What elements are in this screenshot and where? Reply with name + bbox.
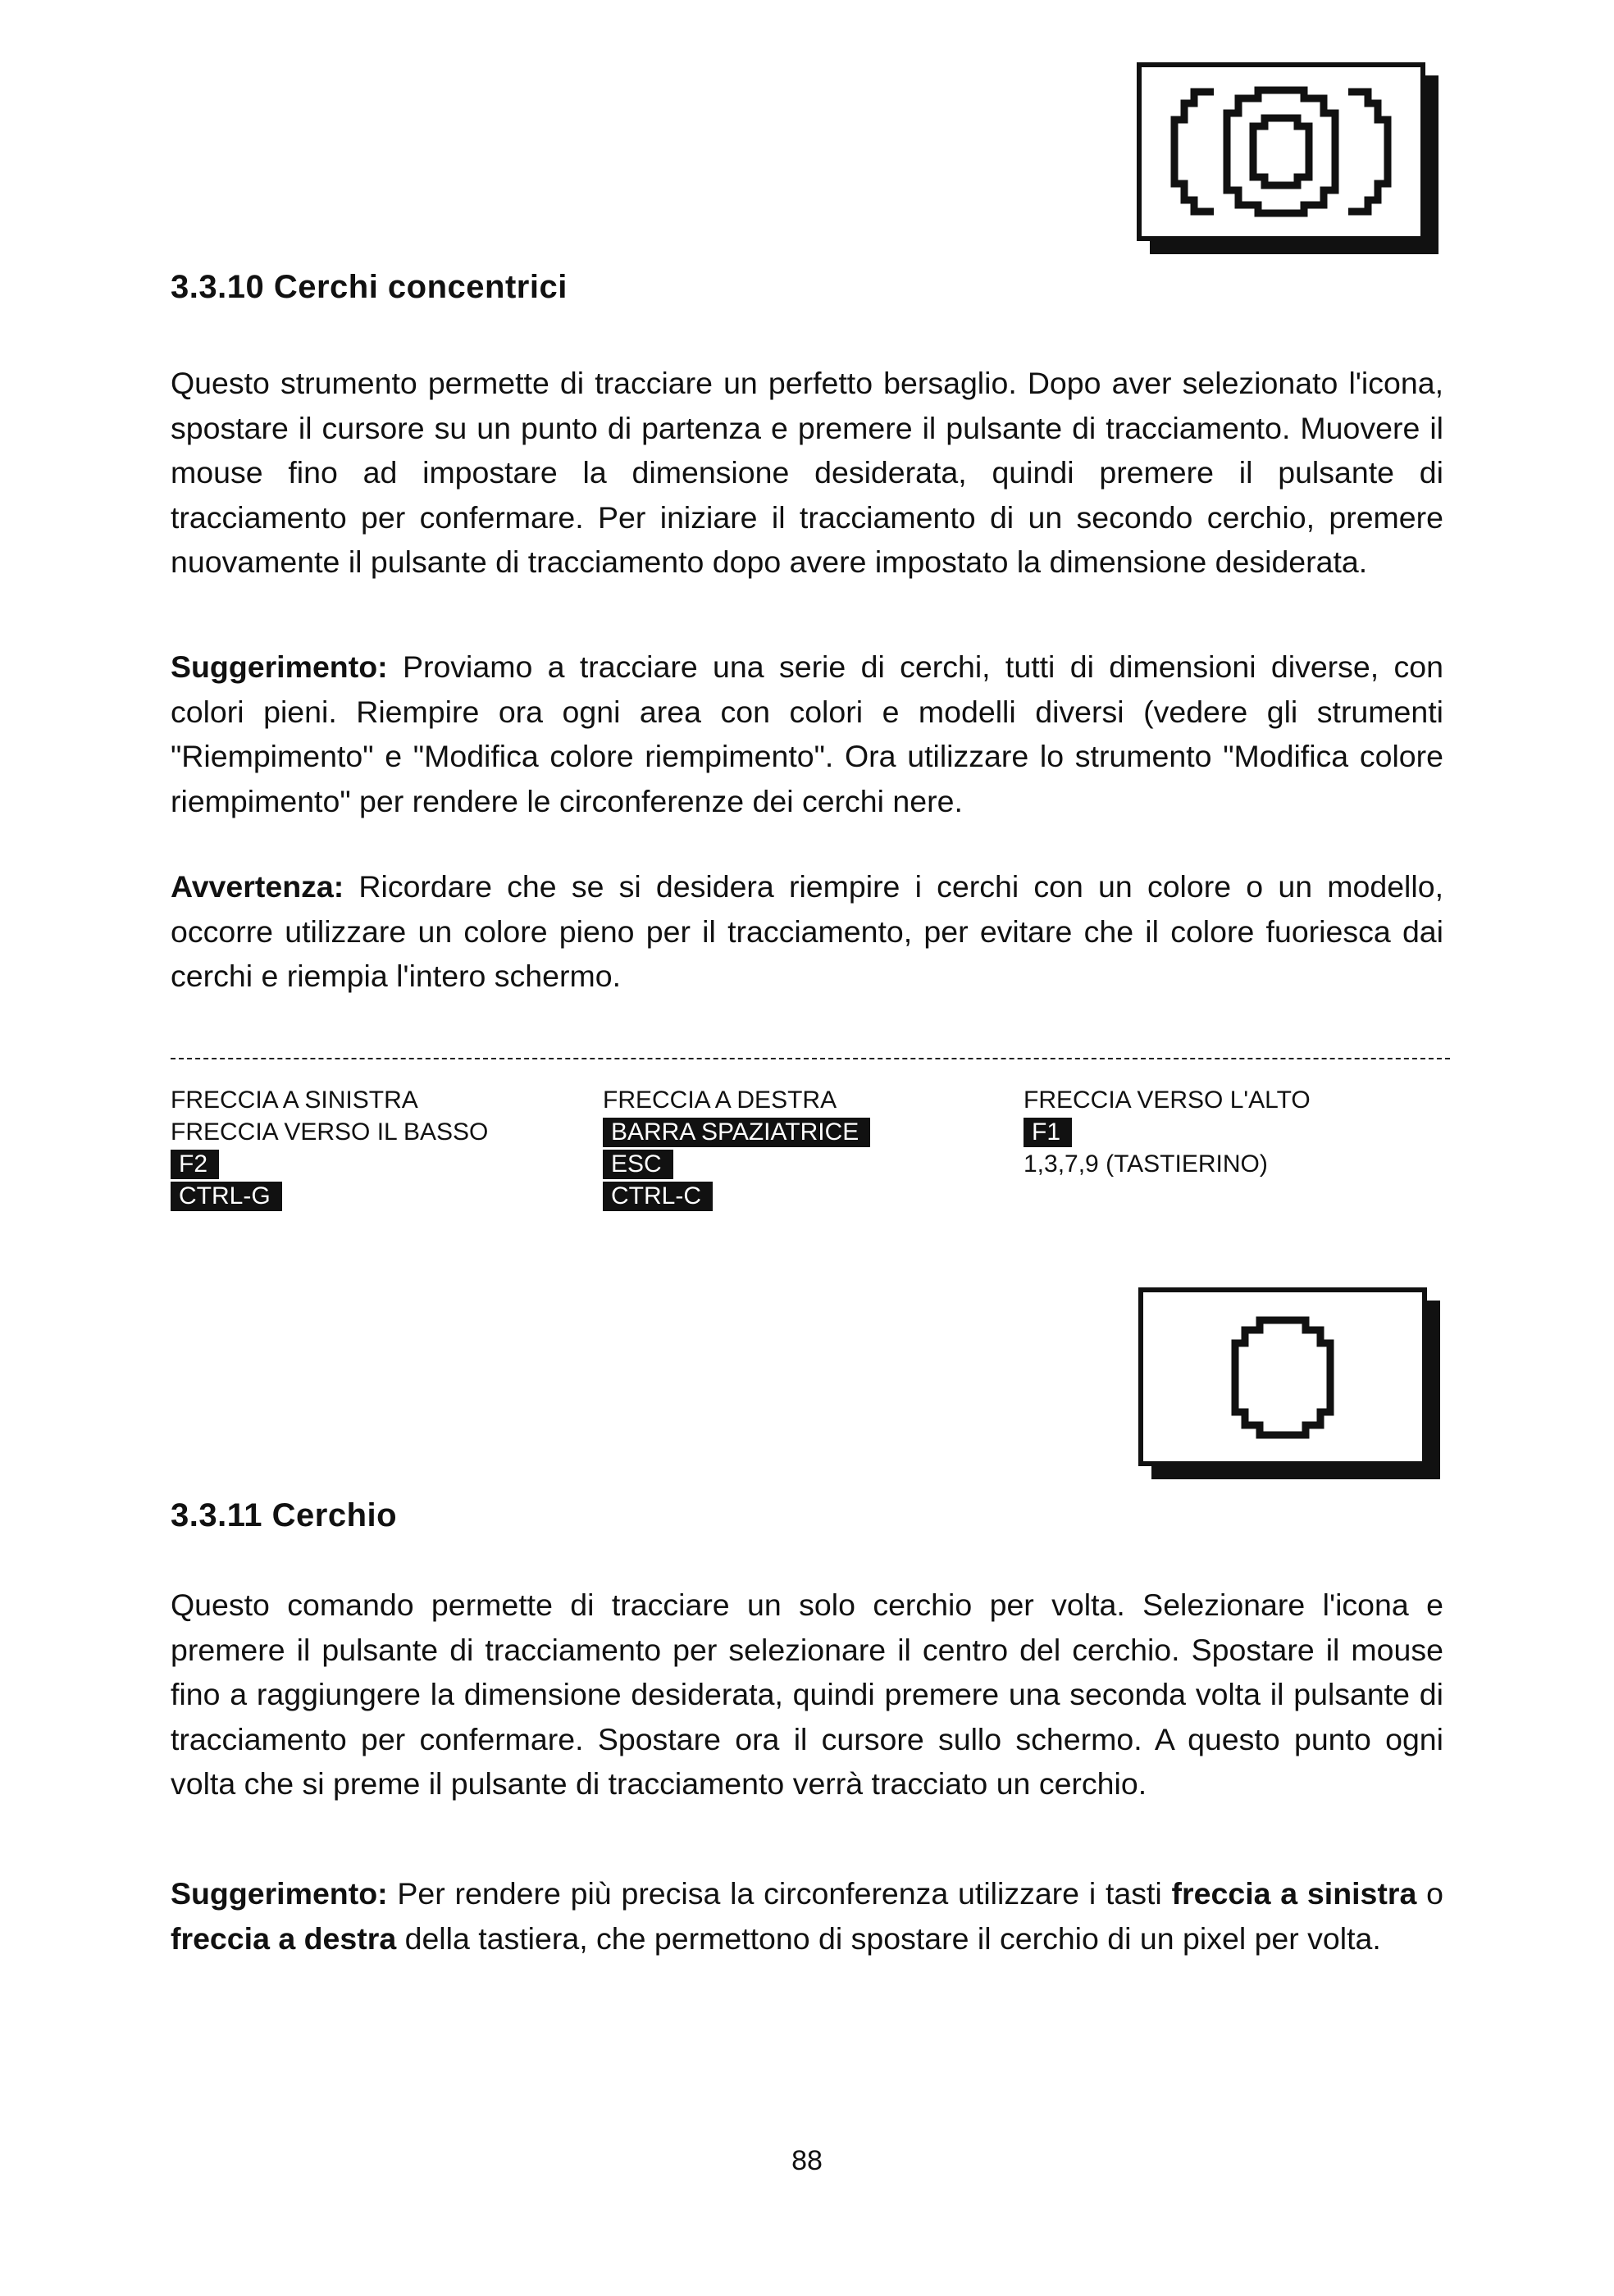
tip-label: Suggerimento: (171, 649, 388, 684)
keys-column-middle (603, 1084, 870, 1212)
key-f1: F1 (1024, 1118, 1072, 1147)
intro-paragraph: Questo strumento permette di tracciare un perfetto bersaglio. Dopo aver selezionato l'icona, spostare il cursore su un punto di partenza e premere il pulsante di tracciamento. Muovere il mouse fino ad impostare la dimensione desiderata, quindi premere il pulsante di tracciamento per confermare. Per iniziare il tracciamento di un secondo cerchio, premere nuovamente il pulsante di tracciamento dopo avere impostato la dimensione desiderata. (171, 366, 1443, 579)
key-esc: ESC (603, 1150, 673, 1179)
key-up-arrow: FRECCIA VERSO L'ALTO (1024, 1086, 1311, 1114)
tip-label-2: Suggerimento: (171, 1876, 388, 1911)
key-left-arrow: FRECCIA A SINISTRA (171, 1086, 418, 1114)
warning-label: Avvertenza: (171, 869, 344, 904)
concentric-circles-icon (1142, 67, 1420, 236)
key-numpad: 1,3,7,9 (TASTIERINO) (1024, 1150, 1268, 1178)
keys-column-right (1024, 1084, 1311, 1180)
warning-paragraph (171, 864, 1443, 999)
tip-paragraph-2: Suggerimento: Per rendere più precisa la circonferenza utilizzare i tasti freccia a sinistra o freccia a destra della tastiera, che permettono di spostare il cerchio di un pixel per volta. (171, 1876, 1443, 1956)
key-f2: F2 (171, 1150, 219, 1179)
warning-text: Ricordare che se si desidera riempire i cerchi con un colore o un modello, occorre utilizzare un colore pieno per il tracciamento, per evitare che il colore fuoriesca dai cerchi e riempia l'intero schermo. (171, 869, 1443, 993)
circle-icon (1143, 1292, 1422, 1461)
section-heading: 3.3.10 Cerchi concentrici (171, 269, 568, 305)
key-ctrl-g: CTRL-G (171, 1182, 282, 1211)
key-right-arrow: FRECCIA A DESTRA (603, 1086, 837, 1114)
key-name-right-arrow: freccia a destra (171, 1920, 397, 1956)
concentric-circles-tool-icon (1137, 62, 1425, 241)
key-down-arrow: FRECCIA VERSO IL BASSO (171, 1118, 489, 1146)
tip-text: Proviamo a tracciare una serie di cerchi, tutti di dimensioni diverse, con colori pieni. Riempire ora ogni area con colori e modelli diversi (vedere gli strumenti "Riempimento" e "Modifica colore riempimento". Ora utilizzare lo strumento "Modifica colore riempimento" per rendere le circonferenze dei cerchi nere. (171, 649, 1443, 818)
key-spacebar: BARRA SPAZIATRICE (603, 1118, 870, 1147)
circle-tool-icon (1138, 1287, 1427, 1466)
section-heading-2: 3.3.11 Cerchio (171, 1497, 398, 1533)
circle-paragraph: Questo comando permette di tracciare un solo cerchio per volta. Selezionare l'icona e premere il pulsante di tracciamento per selezionare il centro del cerchio. Spostare il mouse fino a raggiungere la dimensione desiderata, quindi premere una seconda volta il pulsante di tracciamento per confermare. Spostare ora il cursore sullo schermo. A questo punto ogni volta che si preme il pulsante di tracciamento verrà tracciato un cerchio. (171, 1588, 1443, 1801)
tip-paragraph (171, 645, 1443, 823)
page-number: 88 (791, 2145, 823, 2176)
keys-column-left (171, 1084, 488, 1212)
key-ctrl-c: CTRL-C (603, 1182, 713, 1211)
divider (171, 1058, 1450, 1059)
key-name-left-arrow: freccia a sinistra (1171, 1876, 1417, 1911)
